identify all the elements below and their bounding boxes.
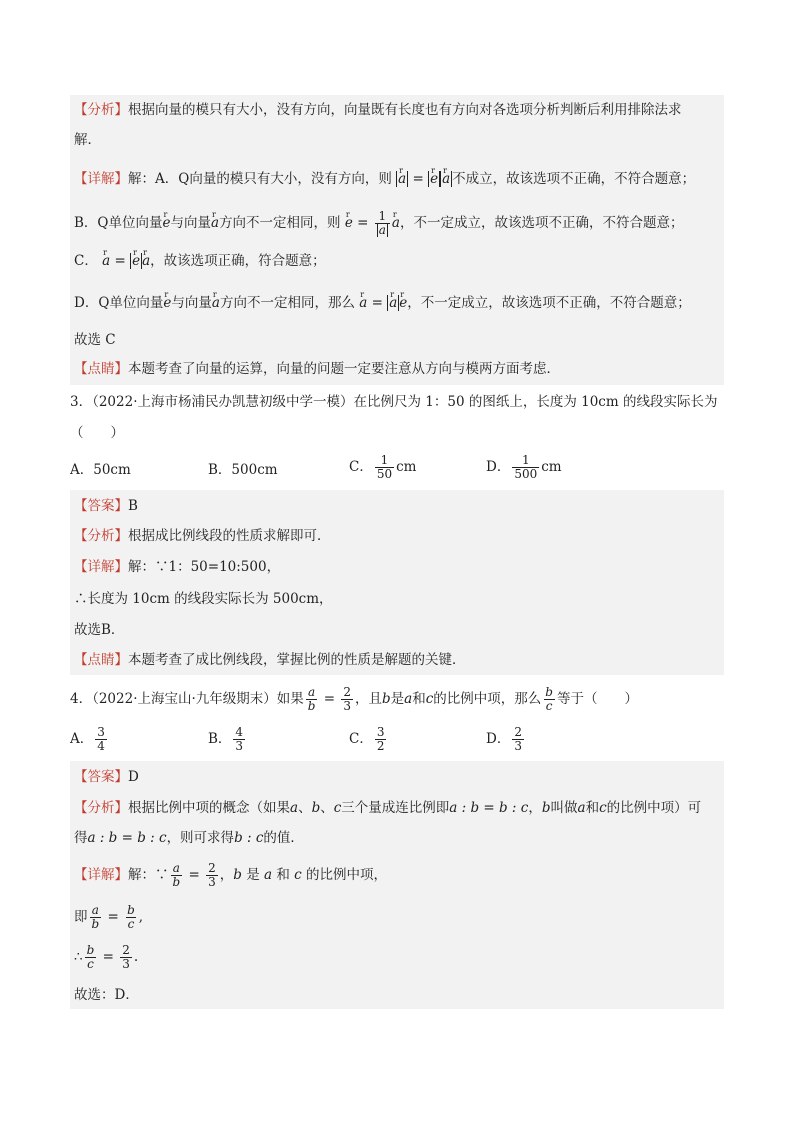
q3-option-b[interactable]: B．500cm <box>208 462 278 478</box>
formula-b: r e = $\frac{1}{a}$ r a <box>345 215 400 231</box>
q4-option-c[interactable]: C． $\frac{3}{2}$ <box>349 725 385 753</box>
q4-detail-line-2: 即 $\frac{a}{b}$ = $\frac{b}{c}$ , <box>74 903 144 931</box>
q3-analysis-line: 【分析】根据成比例线段的性质求解即可． <box>74 528 331 544</box>
q3-detail-line-1: 【详解】解：∵1：50=10:500， <box>74 559 281 575</box>
detail-line-d: D．Q单位向量r e与向量r a方向不一定相同，那么 r a = r ar e，不一定成立，故该选项不正确，不符合题意； <box>74 294 691 312</box>
comment-line: 【点睛】本题考查了向量的运算，向量的问题一定要注意从方向与模两方面考虑． <box>74 361 560 377</box>
q4-option-d[interactable]: D． $\frac{2}{3}$ <box>486 725 522 753</box>
q4-detail-line-3: ∴ $\frac{b}{c}$ = $\frac{2}{3}$ . <box>74 943 139 971</box>
q4-answer-line: 【答案】D <box>74 769 139 785</box>
question-3-stem: 3．（2022·上海市杨浦民办凯慧初级中学一模）在比例尺为 1：50 的图纸上，长度为 10cm 的线段实际长为 <box>70 394 718 410</box>
q3-option-d[interactable]: D． $\frac{1}{500}$ cm <box>486 453 562 481</box>
analysis-tag: 【分析】 <box>74 102 128 118</box>
q4-detail-line-1: 【详解】解：∵ $\frac{a}{b}$ = $\frac{2}{3}$ ，b 是 a 和 c 的比例中项， <box>74 861 387 889</box>
q3-option-a[interactable]: A．50cm <box>70 462 131 478</box>
detail-line-a: 【详解】解：A．Q向量的模只有大小，没有方向，则 r a = r er a 不成立，故该选项不正确，不符合题意； <box>74 170 695 188</box>
q4-analysis-line-1: 【分析】根据比例中项的概念（如果a、b、c三个量成连比例即a : b = b : c，b叫做a和c的比例中项）可 <box>74 800 702 816</box>
q4-analysis-line-2: 得a : b = b : c，则可求得b : c的值． <box>74 830 304 846</box>
analysis-line-2: 解． <box>74 132 101 148</box>
q3-comment-line: 【点睛】本题考查了成比例线段，掌握比例的性质是解题的关键． <box>74 652 466 668</box>
q4-choose-line: 故选：D． <box>74 987 139 1003</box>
detail-tag: 【详解】 <box>74 171 128 187</box>
analysis-line-1: 【分析】根据向量的模只有大小，没有方向，向量既有长度也有方向对各选项分析判断后利用排除法求 <box>74 102 682 118</box>
detail-line-c: C． r a = r er a，故该选项正确，符合题意； <box>74 252 326 270</box>
formula-a: r a = r er a <box>396 171 452 187</box>
detail-line-b: B．Q单位向量r e与向量r a方向不一定相同，则 r e = $\frac{1}{a}$ r a，不一定成立，故该选项不正确，不符合题意； <box>74 210 683 237</box>
q3-option-c[interactable]: C． $\frac{1}{50}$ cm <box>349 453 417 481</box>
comment-tag: 【点睛】 <box>74 361 128 377</box>
q3-detail-line-2: ∴长度为 10cm 的线段实际长为 500cm， <box>74 591 333 607</box>
question-4-stem: 4．（2022·上海宝山·九年级期末）如果 $\frac{a}{b}$ = $\frac{2}{3}$ ，且b是a和c的比例中项，那么 $\frac{b}{c}$ 等于（ ） <box>70 685 638 713</box>
formula-d: r a = r ar e <box>359 295 407 311</box>
q4-option-a[interactable]: A． $\frac{3}{4}$ <box>70 725 105 753</box>
analysis-box <box>70 95 724 385</box>
q3-choose-line: 故选B． <box>74 622 125 638</box>
q4-option-b[interactable]: B． $\frac{4}{3}$ <box>208 725 244 753</box>
q3-answer-box <box>70 490 724 675</box>
formula-c: r a = r er a <box>102 253 150 269</box>
q3-answer-line: 【答案】B <box>74 498 138 514</box>
choose-line: 故选 C <box>74 332 116 348</box>
question-3-stem-2: （ ） <box>70 425 124 441</box>
